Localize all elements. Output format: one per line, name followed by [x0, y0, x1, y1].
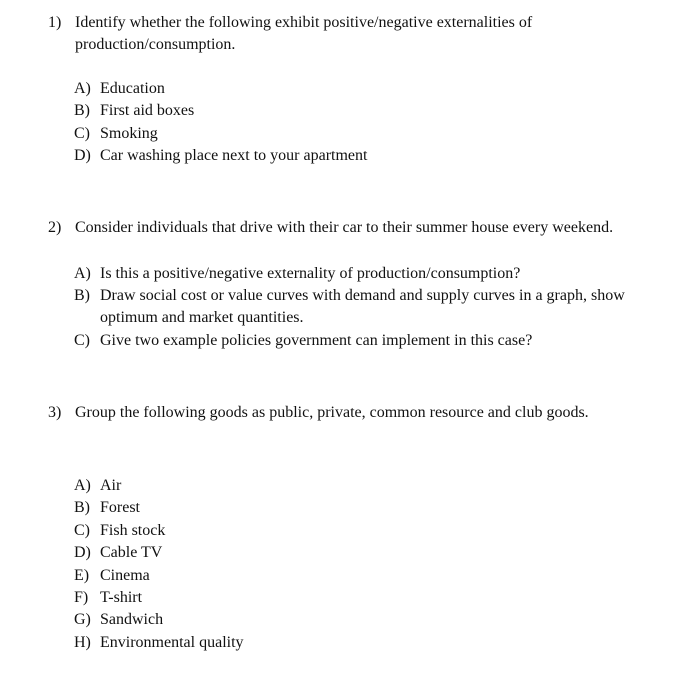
option-item [74, 609, 660, 631]
option-text: Environmental quality [100, 634, 244, 651]
option-item [74, 330, 660, 352]
option-item [74, 587, 660, 609]
question-text: Consider individuals that drive with their car to their summer house every weekend. [75, 219, 614, 236]
option-letter: A) [74, 265, 91, 282]
option-item [74, 520, 660, 542]
question-text-line: Identify whether the following exhibit positive/negative externalities of [75, 14, 533, 31]
option-letter: C) [74, 125, 90, 142]
option-letter: D) [74, 147, 91, 164]
option-item [74, 565, 660, 587]
option-item [74, 632, 660, 654]
question-2-prompt [48, 217, 613, 239]
option-letter: B) [74, 499, 90, 516]
question-3-prompt [48, 402, 589, 424]
option-letter: F) [74, 589, 89, 606]
option-text: Education [100, 80, 165, 97]
option-text: Give two example policies government can implement in this case? [100, 332, 533, 349]
option-item [74, 123, 660, 145]
question-text [75, 12, 532, 56]
option-text: Draw social cost or value curves with demand and supply curves in a graph, show optimum and market quantities. [100, 287, 625, 326]
option-letter: A) [74, 477, 91, 494]
question-text-line: production/consumption. [75, 36, 236, 53]
option-letter: D) [74, 544, 91, 561]
option-text: Cinema [100, 567, 150, 584]
option-letter: H) [74, 634, 91, 651]
option-text: Is this a positive/negative externality of production/consumption? [100, 265, 521, 282]
option-item [74, 497, 660, 519]
option-letter: G) [74, 611, 91, 628]
option-text: T-shirt [100, 589, 143, 606]
option-text: Fish stock [100, 522, 166, 539]
option-item [74, 263, 660, 285]
option-text: Smoking [100, 125, 158, 142]
option-item [74, 100, 660, 122]
option-letter: C) [74, 522, 90, 539]
option-item [74, 78, 660, 100]
option-item [74, 285, 660, 329]
option-text: First aid boxes [100, 102, 195, 119]
option-text: Air [100, 477, 122, 494]
option-letter: E) [74, 567, 90, 584]
option-letter: B) [74, 102, 90, 119]
option-letter: B) [74, 287, 90, 304]
question-text: Group the following goods as public, private, common resource and club goods. [75, 404, 589, 421]
option-item [74, 475, 660, 497]
question-number: 1) [48, 14, 62, 31]
option-letter: C) [74, 332, 90, 349]
option-text: Car washing place next to your apartment [100, 147, 368, 164]
option-letter: A) [74, 80, 91, 97]
question-1-prompt [48, 12, 532, 56]
option-text: Sandwich [100, 611, 164, 628]
option-item [74, 145, 660, 167]
option-text: Cable TV [100, 544, 163, 561]
question-number: 2) [48, 219, 62, 236]
option-text: Forest [100, 499, 140, 516]
option-item [74, 542, 660, 564]
question-number: 3) [48, 404, 62, 421]
